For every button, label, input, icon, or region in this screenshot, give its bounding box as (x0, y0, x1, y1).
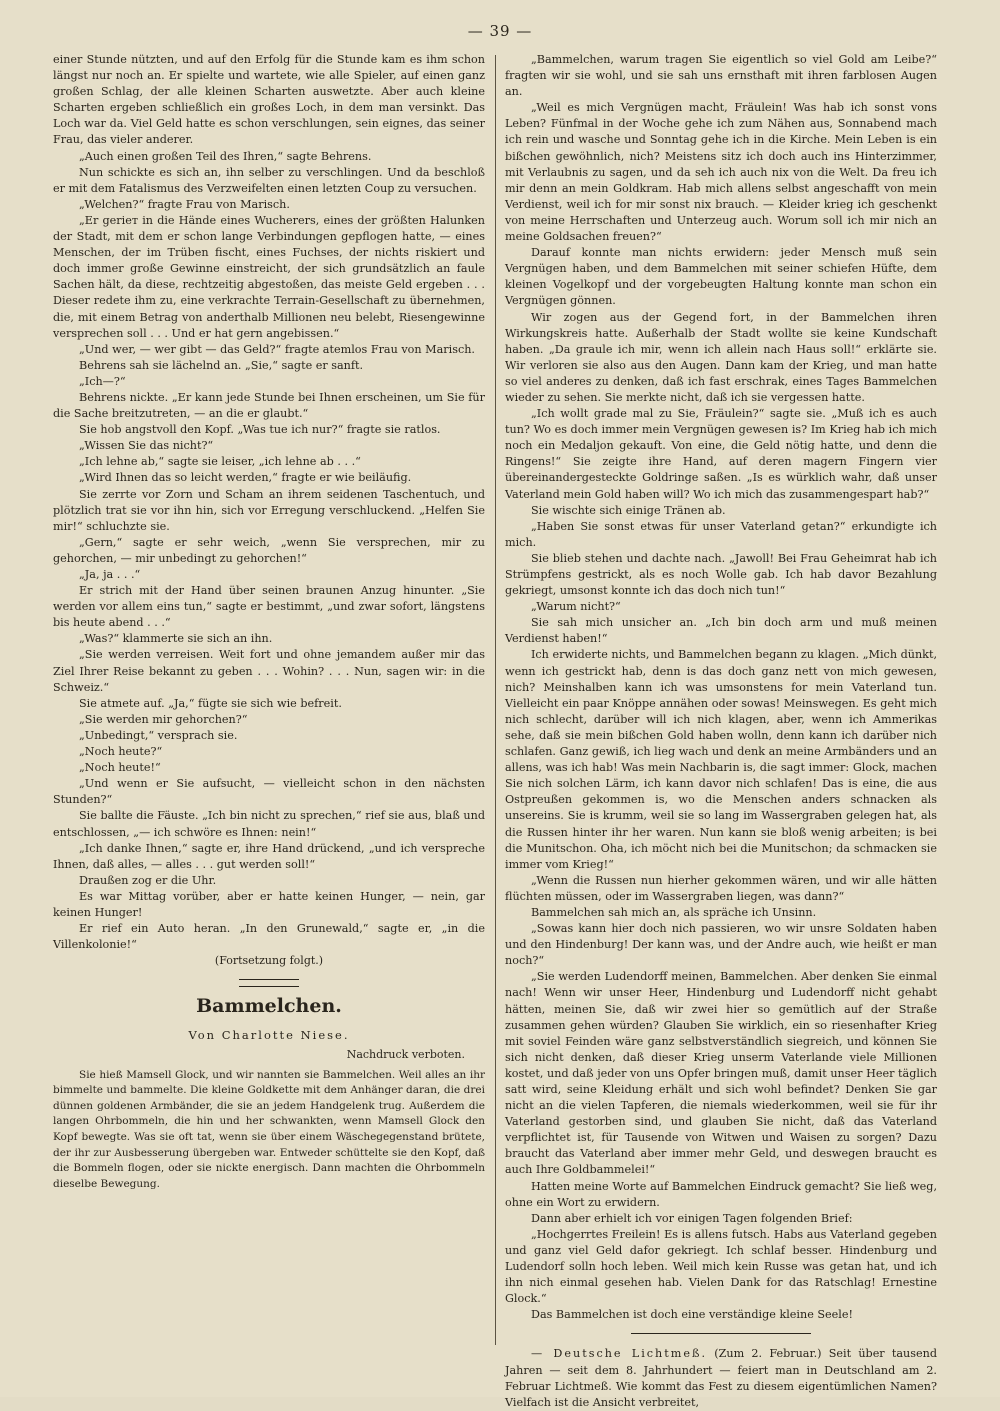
paragraph: „Wird Ihnen das so leicht werden,“ fragte er wie beiläufig. (79, 471, 412, 485)
paragraph: Sie atmete auf. „Ja,“ fügte sie sich wie befreit. (79, 696, 342, 710)
paragraph: „Wenn die Russen nun hierher gekommen wären, und wir alle hätten flüchten müssen, oder im Wassergraben liegen, was dann?“ (505, 873, 937, 903)
paragraph: Wir zogen aus der Gegend fort, in der Bammelchen ihren Wirkungskreis hatte. Außerhalb der Stadt wollte sie keine Kundschaft haben. „Da graule ich mir, wenn ich allein nach Haus soll!“ erklärte sie. Wir verloren sie also aus den Augen. Dann kam der Krieg, und man hatte so viel anderes zu denken, daß ich fast erschrak, eines Tages Bammelchen wieder zu sehen. Sie merkte nicht, daß ich sie vergessen hatte. (505, 310, 937, 404)
paragraph: „Sie werden mir gehorchen?“ (79, 712, 248, 726)
paragraph: Sie hob angstvoll den Kopf. „Was tue ich nur?“ fragte sie ratlos. (79, 423, 441, 437)
news-item (505, 1346, 937, 1410)
paragraph: „Sie werden Ludendorff meinen, Bammelchen. Aber denken Sie einmal nach! Wenn wir unser Heer, Hindenburg und Ludendorff nicht gehabt hätten, meinen Sie, daß wir zwei hier so gemütlich auf der Straße zusammen gehen würden? Glauben Sie wirklich, ein so riesenhafter Krieg mit soviel Feinden wäre ganz selbstverständlich siegreich, und können Sie sich nicht denken, daß dieser Krieg unserm Vaterlande viele Millionen kostet, und daß jeder von uns Opfer bringen muß, damit unser Heer täglich satt wird, seine Kleidung erhält und sich wohl befindet? Denken Sie gar nicht an die vielen Tapferen, die niemals wiederkommen, weil sie für ihr Vaterland gestorben sind, und glauben Sie nicht, daß das Vaterland verpflichtet ist, für Tausende von Witwen und Waisen zu sorgen? Dazu braucht das Vaterland aber immer mehr Geld, und deswegen braucht es auch Ihre Goldbammelei!“ (505, 970, 937, 1177)
paragraph: „Noch heute?“ (79, 745, 163, 759)
story-body (53, 1068, 485, 1193)
news-divider (631, 1333, 811, 1334)
paragraph: „Haben Sie sonst etwas für unser Vaterland getan?“ erkundigte ich mich. (505, 519, 937, 549)
story-continuation-text (505, 52, 937, 1323)
paragraph: „Hochgerrtes Freilein! Es is allens futsch. Habs aus Vaterland gegeben und ganz viel Geld dafor gekriegt. Ich schlaf besser. Hindenburg und Ludendorf solln hoch leben. Weil mich kein Russe was getan hat, und ich ihn nich einmal gesehen hab. Vielen Dank for das Ratschlag! Ernestine Glock.“ (505, 1227, 937, 1306)
paragraph: einer Stunde nützten, und auf den Erfolg für die Stunde kam es ihm schon längst nur noch an. Er spielte und wartete, wie alle Spieler, auf einen ganz großen Schlag, der alle kleinen Scharten auswetzte. Aber auch kleine Scharten ergeben schließlich ein großes Loch, in dem man versinkt. Das Loch war da. Viel Geld hatte es schon verschlungen, sein eignes, das seiner Frau, das vieler anderer. (53, 53, 485, 147)
paragraph: „Und wer, — wer gibt — das Geld?“ fragte atemlos Frau von Marisch. (79, 342, 475, 356)
paragraph: Dann aber erhielt ich vor einigen Tagen folgenden Brief: (531, 1211, 853, 1225)
paragraph: Behrens sah sie lächelnd an. „Sie,“ sagte er sanft. (79, 358, 364, 372)
paragraph: „Was?“ klammerte sie sich an ihn. (79, 632, 273, 646)
news-text: (Zum 2. Februar.) Seit über tausend Jahren — seit dem 8. Jahrhundert — feiert man in Deutschland am 2. Februar Lichtmeß. Wie kommt das Fest zu diesem eigentümlichen Namen? Vielfach ist die Ansicht verbreitet, (505, 1347, 937, 1409)
paragraph: „Weil es mich Vergnügen macht, Fräulein! Was hab ich sonst vons Leben? Fünfmal in der Woche gehe ich zum Nähen aus, Sonnabend mach ich rein und wasche und Sonntag gehe ich in die Kirche. Mein Leben is ein bißchen gewöhnlich, nich? Meistens sitz ich doch auch ins Hinterzimmer, mit Verlaubnis zu sagen, und da seh ich auch nix von die Welt. Da freu ich mir denn an mein Goldkram. Hab mich allens selbst angeschafft von mein Verdienst, weil ich for mir sonst nix brauch. — Kleider krieg ich geschenkt von meine Herrschaften und Unterzeug auch. Worum soll ich mir nich an meine Goldsachen freuen?“ (505, 101, 937, 244)
paragraph: Darauf konnte man nichts erwidern: jeder Mensch muß sein Vergnügen haben, und dem Bammelchen mit seiner schiefen Hüfte, dem kleinen Vogelkopf und der vorgebeugten Haltung konnte man schon ein Vergnügen gönnen. (505, 246, 937, 308)
paragraph: Er strich mit der Hand über seinen braunen Anzug hinunter. „Sie werden vor allem eins tun,“ sagte er bestimmt, „und zwar sofort, längstens bis heute abend . . .“ (53, 584, 485, 630)
column-divider (495, 55, 496, 1345)
paragraph: Draußen zog er die Uhr. (79, 873, 217, 887)
paragraph: „Gern,“ sagte er sehr weich, „wenn Sie versprechen, mir zu gehorchen, — mir unbedingt zu gehorchen!“ (53, 535, 485, 565)
story-byline: Von Charlotte Niese. (188, 1028, 350, 1043)
right-column (505, 52, 937, 1409)
news-heading: — Deutsche Lichtmeß. (531, 1347, 707, 1361)
left-column (53, 52, 485, 1352)
paragraph: Sie zerrte vor Zorn und Scham an ihrem seidenen Taschentuch, und plötzlich trat sie vor ihn hin, sich vor Erregung verschluckend. „Helfen Sie mir!“ schluchzte sie. (53, 487, 485, 533)
paragraph: „Wissen Sie das nicht?“ (79, 439, 214, 453)
paragraph: „Ich wollt grade mal zu Sie, Fräulein?“ sagte sie. „Muß ich es auch tun? Wo es doch immer mein Vergnügen gewesen is? Im Krieg hab ich mich noch ein Medaljon gekauft. Von eine, die Geld nötig hatte, und denn die Ringens!“ Sie zeigte ihre Hand, auf deren magern Fingern vier übereinandergesteckte Goldringe saßen. „Is es würklich wahr, daß unser Vaterland mein Gold haben will? Wo ich mich das zusammengespart hab?“ (505, 407, 937, 501)
section-divider (239, 979, 299, 987)
paragraph: „Ich—?“ (79, 374, 126, 388)
serial-story-text (53, 52, 485, 953)
paragraph: Sie hieß Mamsell Glock, und wir nannten sie Bammelchen. Weil alles an ihr bimmelte und bammelte. Die kleine Goldkette mit dem Anhänger daran, die drei dünnen goldenen Armbänder, die sie an jedem Handgelenk trug. Außerdem die langen Ohrbommeln, die hin und her schwankten, wenn Mamsell Glock den Kopf bewegte. Was sie oft tat, wenn sie über einem Wäschegegenstand brütete, der ihr zur Ausbesserung übergeben war. Entweder schüttelte sie den Kopf, daß die Bommeln flogen, oder sie nickte energisch. Dann machten die Ohrbommeln dieselbe Bewegung. (53, 1068, 485, 1190)
paragraph: Er rief ein Auto heran. „In den Grunewald,“ sagte er, „in die Villenkolonie!“ (53, 922, 485, 952)
paragraph: Sie wischte sich einige Tränen ab. (531, 503, 726, 517)
paragraph: „Sowas kann hier doch nich passieren, wo wir unsre Soldaten haben und den Hindenburg! Der kann was, und der Andre auch, wie heißt er man noch?“ (505, 922, 937, 968)
paragraph: Sie sah mich unsicher an. „Ich bin doch arm und muß meinen Verdienst haben!“ (505, 616, 937, 646)
story-title: Bammelchen. (196, 995, 342, 1018)
paragraph: „Ja, ja . . .“ (79, 568, 141, 581)
paragraph: „Er gerieт in die Hände eines Wucherers, eines der größten Halunken der Stadt, mit dem er schon lange Verbindungen gepflogen hatte, — eines Menschen, der im Trüben fischt, eines Fuchses, der nichts riskiert und doch immer große Gewinne einstreicht, der sich grundsätzlich an faule Sachen hält, da diese, rechtzeitig abgestoßen, das meiste Geld ergeben . . . Dieser redete ihm zu, eine verkrachte Terrain-Gesellschaft zu übernehmen, die, mit einem Betrag von anderthalb Millionen neu belebt, Riesengewinne versprechen soll . . . Und er hat gern angebissen.“ (53, 213, 485, 340)
paragraph: Nun schickte es sich an, ihn selber zu verschlingen. Und da beschloß er mit dem Fatalismus des Verzweifelten einen letzten Coup zu versuchen. (53, 165, 485, 195)
paragraph: „Unbedingt,“ versprach sie. (79, 728, 238, 742)
paragraph: „Ich danke Ihnen,“ sagte er, ihre Hand drückend, „und ich verspreche Ihnen, daß alles, — alles . . . gut werden soll!“ (53, 841, 485, 871)
paragraph: „Sie werden verreisen. Weit fort und ohne jemandem außer mir das Ziel Ihrer Reise bekannt zu geben . . . Wohin? . . . Nun, sagen wir: in die Schweiz.“ (53, 648, 485, 694)
paragraph: „Warum nicht?“ (531, 600, 621, 614)
paragraph: Es war Mittag vorüber, aber er hatte keinen Hunger, — nein, gar keinen Hunger! (53, 889, 485, 919)
paragraph: Bammelchen sah mich an, als spräche ich Unsinn. (531, 905, 817, 919)
paragraph: „Auch einen großen Teil des Ihren,“ sagte Behrens. (79, 149, 372, 163)
paragraph: „Und wenn er Sie aufsucht, — vielleicht schon in den nächsten Stunden?“ (53, 777, 485, 807)
paragraph: Ich erwiderte nichts, und Bammelchen begann zu klagen. „Mich dünkt, wenn ich gestrickt hab, denn is das doch ganz nett von mich gewesen, nich? Meinshalben kann ich was umsonstens for mein Vaterland tun. Vielleicht ein paar Knöppe annähen oder sowas! Meinswegen. Es geht mich nich schlecht, darüber will ich nich klagen, aber, wenn ich Ammerikas sehe, daß sie mein bißchen Gold haben wolln, denn kann ich darüber nich schlafen. Ganz gewiß, ich lieg wach und denk an meine Armbänders und an allens, was ich hab! Was mein Nachbarin is, die sagt immer: Glock, machen Sie nich solchen Lärm, ich kann davor nich schlafen! Das is eine, die aus Ostpreußen gekommen is, wo die Menschen anders schnacken als unsereins. Sie is krumm, weil sie so lang im Wassergraben gelegen hat, als die Russen hinter ihr her waren. Nun kann sie bloß wenig arbeiten; is bei die Munitschon. Oha, ich möcht nich bei die Munitschon; da schmacken sie immer vom Krieg!“ (505, 648, 937, 871)
continuation-note: (Fortsetzung folgt.) (214, 954, 324, 968)
paragraph: Sie ballte die Fäuste. „Ich bin nicht zu sprechen,“ rief sie aus, blaß und entschlossen, „— ich schwöre es Ihnen: nein!“ (53, 809, 485, 839)
paragraph: Das Bammelchen ist doch eine verständige kleine Seele! (531, 1308, 853, 1322)
page-number: — 39 — (467, 22, 533, 40)
paragraph: „Bammelchen, warum tragen Sie eigentlich so viel Gold am Leibe?“ fragten wir sie wohl, und sie sah uns ernsthaft mit ihren farblosen Augen an. (505, 53, 937, 99)
paragraph: Hatten meine Worte auf Bammelchen Eindruck gemacht? Sie ließ weg, ohne ein Wort zu erwidern. (505, 1179, 937, 1209)
paragraph: Sie blieb stehen und dachte nach. „Jawoll! Bei Frau Geheimrat hab ich Strümpfens gestrickt, als es noch Wolle gab. Ich hab davor Bezahlung gekriegt, umsonst konnte ich das doch nich tun!“ (505, 551, 937, 598)
paragraph: „Ich lehne ab,“ sagte sie leiser, „ich lehne ab . . .“ (79, 455, 361, 469)
reprint-notice: Nachdruck verboten. (346, 1048, 465, 1062)
paragraph: Behrens nickte. „Er kann jede Stunde bei Ihnen erscheinen, um Sie für die Sache breitzutreten, — an die er glaubt.“ (53, 390, 485, 421)
paragraph: „Welchen?“ fragte Frau von Marisch. (79, 197, 290, 211)
paragraph: „Noch heute!“ (79, 761, 161, 775)
